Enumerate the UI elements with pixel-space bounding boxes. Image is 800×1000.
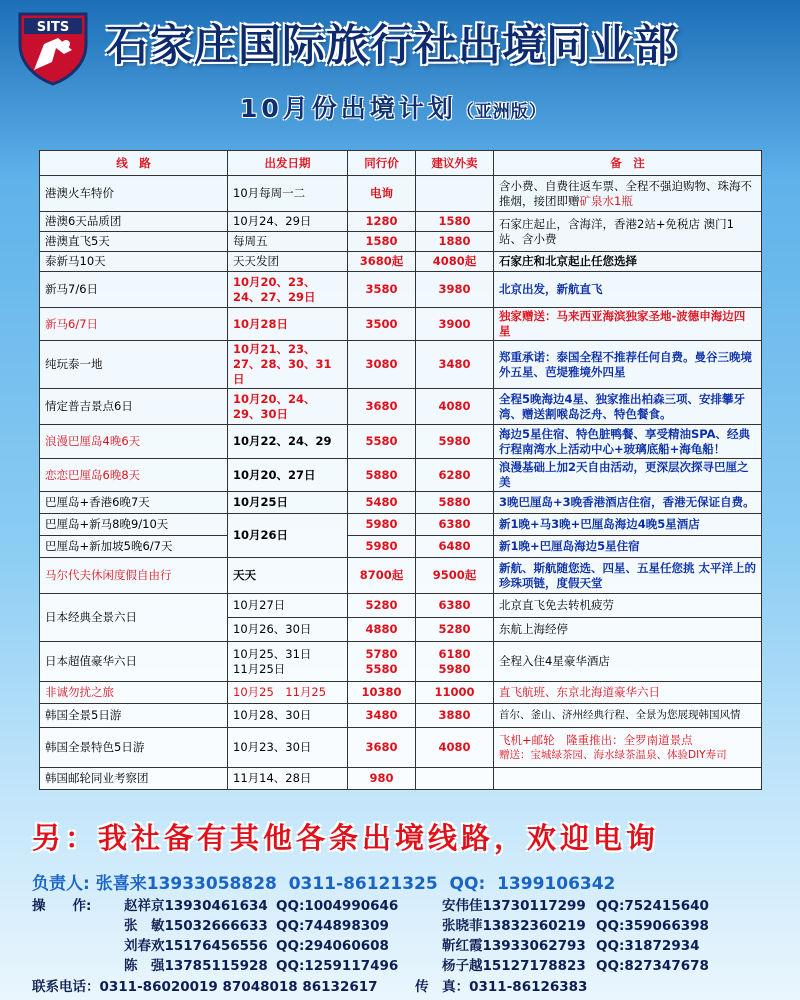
staff-row [32,936,792,956]
date-cell: 10月每周一二 [228,176,348,212]
page-subtitle [240,91,547,127]
route-cell: 巴厘岛+香港6晚7天 [40,492,228,514]
retail-price-cell: 6380 [416,594,494,618]
retail-price-cell: 3880 [416,704,494,728]
staff-phone: 赵祥京13930461634 [124,898,268,914]
date-cell: 10月27日 [228,594,348,618]
table-row [40,212,762,232]
date-cell: 10月20、23、24、27、29日 [228,272,348,308]
table-row [40,728,762,768]
date-cell: 10月26日 [228,514,348,558]
route-cell: 浪漫巴厘岛4晚6天 [40,425,228,459]
peer-price-cell: 3680起 [348,252,416,272]
retail-price-cell: 6480 [416,536,494,558]
staff-qq: QQ:359066398 [596,918,709,934]
retail-price-cell: 5280 [416,618,494,642]
phone-label: 联系电话： [32,979,100,995]
peer-price-cell: 5880 [348,459,416,492]
note-cell: 新航、斯航随您选、四星、五星任您挑 太平洋上的珍珠项链，度假天堂 [494,558,762,594]
route-cell: 韩国全景特色5日游 [40,728,228,768]
price-line: 5580 [365,661,398,676]
staff-qq: QQ:31872934 [596,938,700,954]
retail-price-cell [416,768,494,790]
col-header-date: 出发日期 [228,151,348,176]
date-cell: 10月28日 [228,308,348,341]
table-row [40,594,762,618]
date-cell: 10月21、23、27、28、30、31日 [228,341,348,389]
edition-label: （亚洲版） [456,102,547,122]
table-row [40,768,762,790]
note-highlight: 矿泉水1瓶 [579,193,633,208]
route-cell: 港澳6天品质团 [40,212,228,232]
note-cell [494,728,762,768]
retail-price-cell: 5880 [416,492,494,514]
peer-price-cell: 3480 [348,704,416,728]
note-text: 含小费、自费往返车票、全程不强迫购物、珠海不推烟，接团即赠 [499,178,752,208]
page-title: 石家庄国际旅行社出境同业部 [106,21,678,71]
col-header-peer-price: 同行价 [348,151,416,176]
fax-label: 传 真： [415,979,470,995]
table-row [40,682,762,704]
route-cell: 新马6/7日 [40,308,228,341]
table-row [40,389,762,425]
staff-row [32,896,792,916]
staff-phone: 刘春欢15176456556 [124,938,268,954]
retail-price-cell: 6280 [416,459,494,492]
retail-price-cell: 11000 [416,682,494,704]
table-row [40,492,762,514]
date-cell: 10月22、24、29 [228,425,348,459]
peer-price-cell: 5980 [348,514,416,536]
retail-price-cell: 3480 [416,341,494,389]
note-cell: 浪漫基础上加2天自由活动，更深层次探寻巴厘之美 [494,459,762,492]
note-cell: 石家庄和北京起止任您选择 [494,252,762,272]
note-cell: 石家庄起止，含海洋，香港2站+免税店 澳门1站、含小费 [494,212,762,252]
peer-price-cell: 5980 [348,536,416,558]
staff-phone: 靳红霞13933062793 [442,938,586,954]
date-cell: 每周五 [228,232,348,252]
date-cell: 10月20、27日 [228,459,348,492]
date-cell: 10月25 11月25 [228,682,348,704]
note-cell: 东航上海经停 [494,618,762,642]
route-cell: 日本经典全景六日 [40,594,228,642]
staff-row [32,916,792,936]
retail-price-cell: 4080 [416,728,494,768]
note-line: 赠送：宝城绿茶园、海水绿茶温泉、体验DIY寿司 [499,748,727,761]
staff-phone: 张晓菲13832360219 [442,918,586,934]
peer-price-cell: 电询 [348,176,416,212]
peer-price-cell: 3500 [348,308,416,341]
date-cell: 10月25日 [228,492,348,514]
lead-contact-line [32,872,792,896]
staff-qq: QQ:744898309 [276,918,389,934]
lead-label: 负责人: [32,874,90,894]
more-routes-banner: 另：我社备有其他各条出境线路，欢迎电询 [32,821,660,855]
table-row [40,272,762,308]
price-line: 6180 [438,646,471,661]
peer-price-cell [348,642,416,682]
route-cell: 马尔代夫休闲度假自由行 [40,558,228,594]
table-row [40,425,762,459]
date-cell: 天天发团 [228,252,348,272]
route-cell: 港澳火车特价 [40,176,228,212]
note-cell: 全程入住4星豪华酒店 [494,642,762,682]
table-row [40,536,762,558]
date-cell: 11月14、28日 [228,768,348,790]
date-cell: 10月23、30日 [228,728,348,768]
note-cell [494,176,762,212]
lead-qq-label: QQ: [449,874,486,894]
peer-price-cell: 980 [348,768,416,790]
table-row [40,308,762,341]
staff-phone: 杨子越15127178823 [442,958,586,974]
sits-shield-logo [14,10,92,86]
lead-tel: 0311-86121325 [288,874,438,894]
lead-qq: 1399106342 [497,874,616,894]
date-cell [228,642,348,682]
route-cell: 情定普吉景点6日 [40,389,228,425]
note-cell: 北京直飞免去转机疲劳 [494,594,762,618]
staff-phone: 陈 强13785115928 [124,958,268,974]
peer-price-cell: 3080 [348,341,416,389]
fax-number: 0311-86126383 [469,979,588,995]
retail-price-cell: 3900 [416,308,494,341]
route-cell: 纯玩泰一地 [40,341,228,389]
table-row [40,459,762,492]
table-row [40,704,762,728]
contact-section [32,872,792,998]
logo-text: SITS [36,20,70,35]
note-cell: 首尔、釜山、济州经典行程、全景为您展现韩国风情 [494,704,762,728]
route-cell: 港澳直飞5天 [40,232,228,252]
route-cell: 非诚勿扰之旅 [40,682,228,704]
route-cell: 日本超值豪华六日 [40,642,228,682]
date-cell: 10月20、24、29、30日 [228,389,348,425]
note-cell: 新1晚+马3晚+巴厘岛海边4晚5星酒店 [494,514,762,536]
retail-price-cell: 6380 [416,514,494,536]
date-cell: 10月26、30日 [228,618,348,642]
route-cell: 恋恋巴厘岛6晚8天 [40,459,228,492]
retail-price-cell: 4080 [416,389,494,425]
price-line: 5780 [365,646,398,661]
peer-price-cell: 1280 [348,212,416,232]
table-header-row [40,151,762,176]
date-line: 11月25日 [233,661,286,676]
note-line: 飞机+邮轮 隆重推出：全罗南道景点 [499,732,693,747]
price-line: 5980 [438,661,471,676]
route-cell: 韩国邮轮同业考察团 [40,768,228,790]
note-cell: 独家赠送：马来西亚海滨独家圣地-波德申海边四星 [494,308,762,341]
itinerary-table-wrap [39,150,761,790]
peer-price-cell: 5480 [348,492,416,514]
peer-price-cell: 5580 [348,425,416,459]
date-cell: 10月24、29日 [228,212,348,232]
staff-qq: QQ:1259117496 [276,958,399,974]
note-cell [494,768,762,790]
peer-price-cell: 3680 [348,728,416,768]
retail-price-cell: 4080起 [416,252,494,272]
retail-price-cell [416,176,494,212]
route-cell: 巴厘岛+新加坡5晚6/7天 [40,536,228,558]
retail-price-cell: 3980 [416,272,494,308]
ops-label: 操 作: [32,898,92,914]
note-cell: 新1晚+巴厘岛海边5星住宿 [494,536,762,558]
route-cell: 韩国全景5日游 [40,704,228,728]
note-cell: 全程5晚海边4星、独家推出柏森三项、安排攀牙湾、赠送割喉岛泛舟、特色餐食。 [494,389,762,425]
date-cell: 天天 [228,558,348,594]
retail-price-cell: 1580 [416,212,494,232]
date-line: 10月25、31日 [233,646,312,661]
peer-price-cell: 5280 [348,594,416,618]
table-row [40,341,762,389]
staff-phone: 安伟佳13730117299 [442,898,586,914]
date-cell: 10月28、30日 [228,704,348,728]
staff-qq: QQ:1004990646 [276,898,399,914]
retail-price-cell: 9500起 [416,558,494,594]
table-row [40,558,762,594]
peer-price-cell: 3580 [348,272,416,308]
col-header-retail-price: 建议外卖 [416,151,494,176]
peer-price-cell: 3680 [348,389,416,425]
note-cell: 郑重承诺：泰国全程不推荐任何自费。曼谷三晚境外五星、芭堤雅境外四星 [494,341,762,389]
route-cell: 泰新马10天 [40,252,228,272]
route-cell: 新马7/6日 [40,272,228,308]
table-row [40,252,762,272]
peer-price-cell: 1580 [348,232,416,252]
col-header-notes: 备 注 [494,151,762,176]
staff-qq: QQ:294060608 [276,938,389,954]
col-header-route: 线 路 [40,151,228,176]
phone-fax-line [32,976,792,998]
table-row [40,176,762,212]
retail-price-cell: 1880 [416,232,494,252]
staff-row [32,956,792,976]
staff-phone: 张 敏15032666633 [124,918,268,934]
peer-price-cell: 8700起 [348,558,416,594]
staff-qq: QQ:752415640 [596,898,709,914]
phone-numbers: 0311-86020019 87048018 86132617 [99,979,378,995]
note-cell: 海边5星住宿、特色脏鸭餐、享受精油SPA、经典行程南湾水上活动中心+玻璃底船+海龟船！ [494,425,762,459]
retail-price-cell [416,642,494,682]
itinerary-table [39,150,762,790]
route-cell: 巴厘岛+新马8晚9/10天 [40,514,228,536]
table-row [40,514,762,536]
peer-price-cell: 10380 [348,682,416,704]
staff-qq: QQ:827347678 [596,958,709,974]
note-cell: 3晚巴厘岛+3晚香港酒店住宿，香港无保证自费。 [494,492,762,514]
lead-name: 张喜来 [95,874,147,894]
lead-phone: 13933058828 [146,874,277,894]
peer-price-cell: 4880 [348,618,416,642]
subtitle-text: 10月份出境计划 [240,94,457,123]
retail-price-cell: 5980 [416,425,494,459]
table-row [40,642,762,682]
note-cell: 北京出发，新航直飞 [494,272,762,308]
note-cell: 直飞航班、东京北海道豪华六日 [494,682,762,704]
